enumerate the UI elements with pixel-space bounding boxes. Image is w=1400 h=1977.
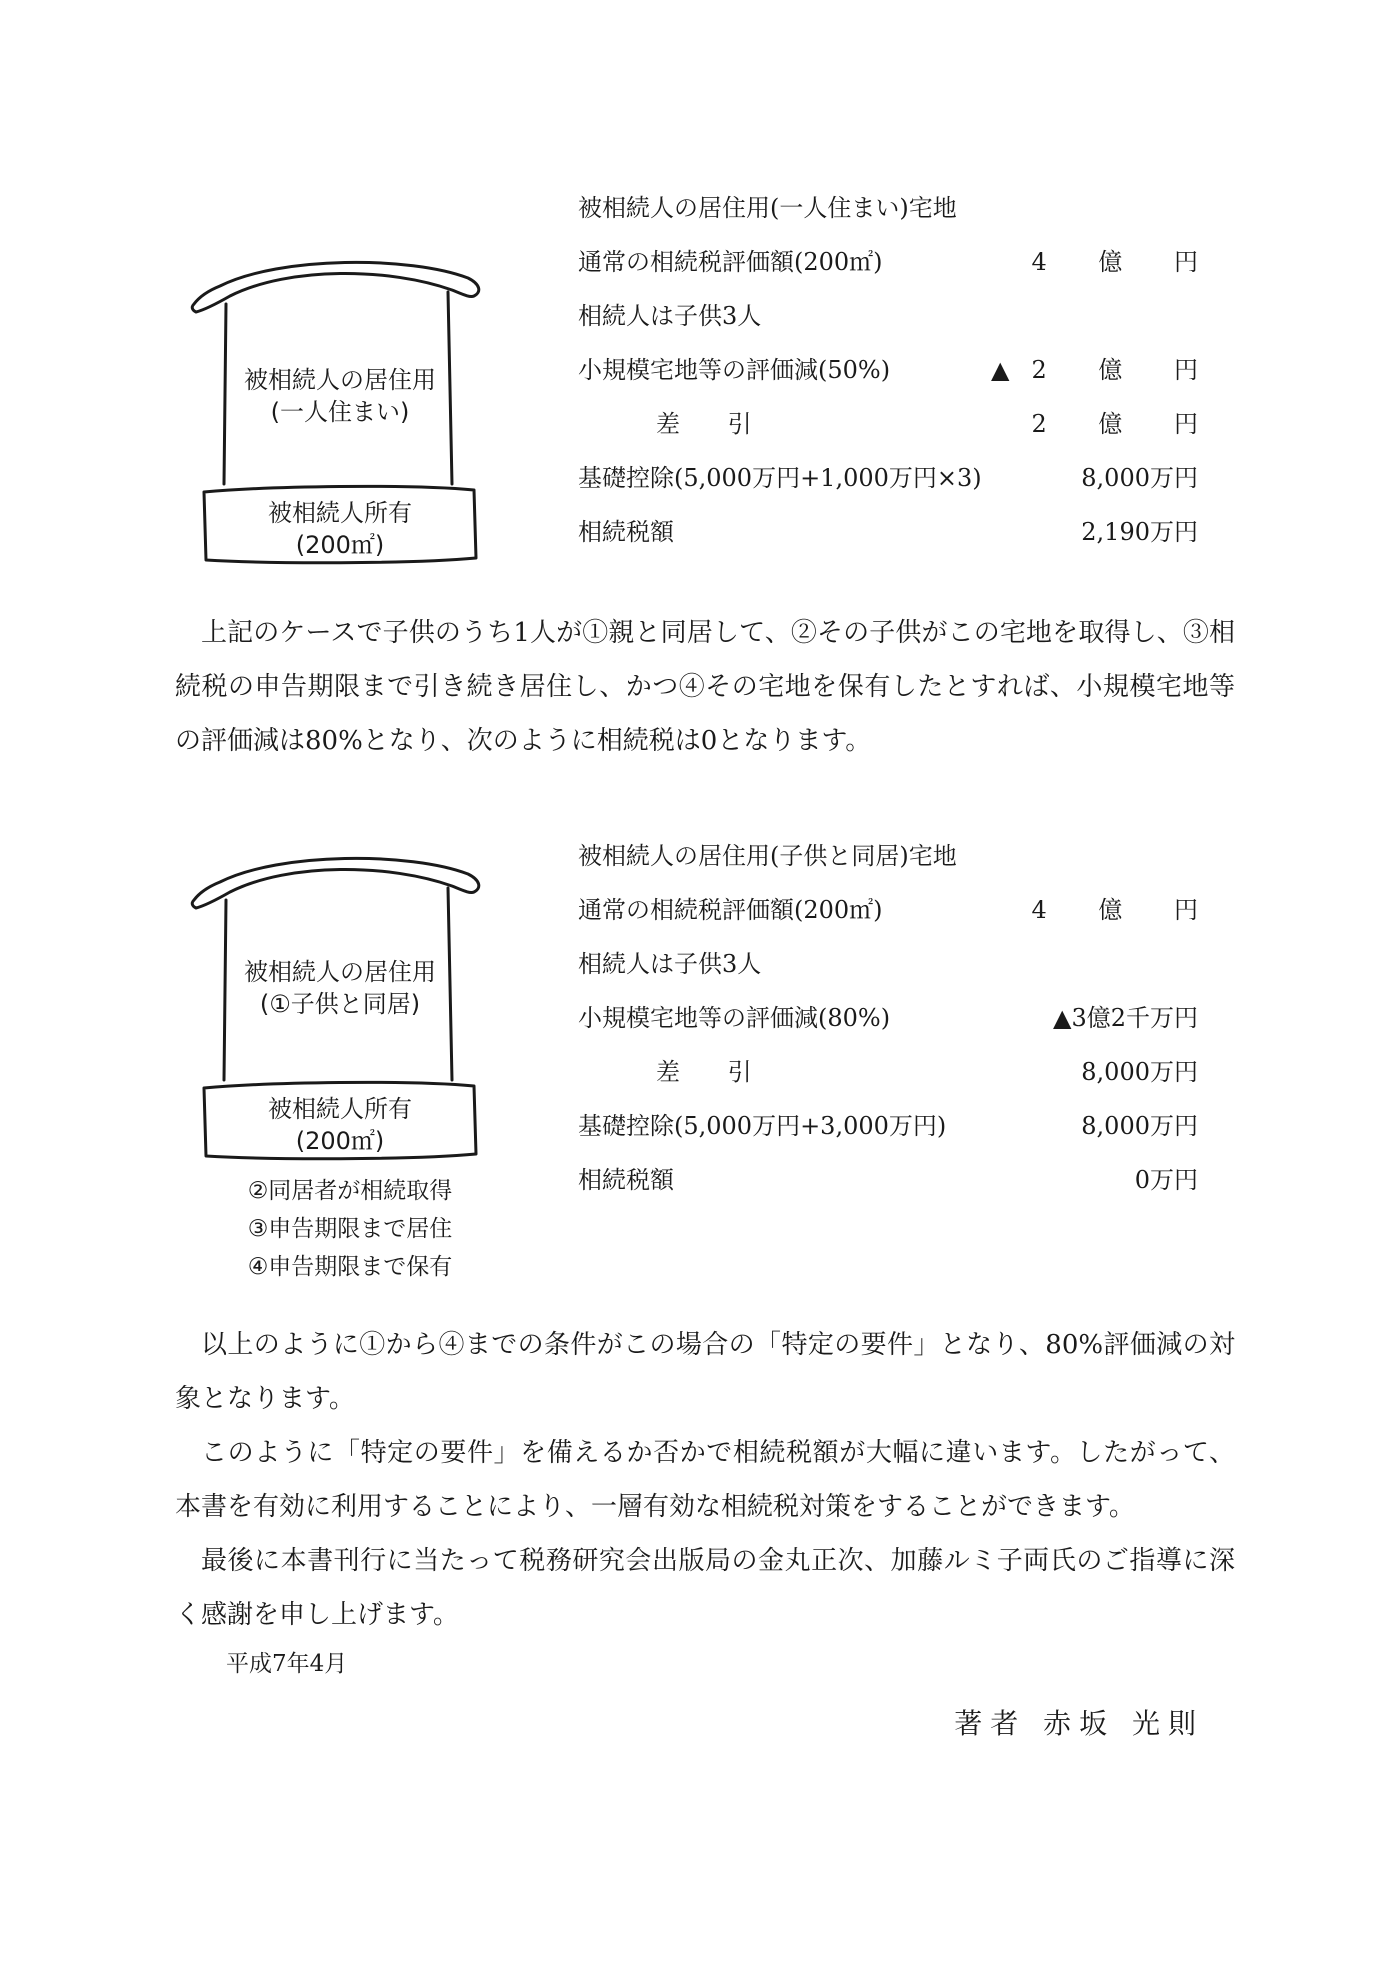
table-row xyxy=(578,242,1220,276)
body-paragraph-2: 以上のように①から④までの条件がこの場合の「特定の要件」となり、80%評価減の対象となります。 xyxy=(175,1330,1235,1414)
row-label: 小規模宅地等の評価減(80%) xyxy=(578,1004,891,1032)
table-title-text: 被相続人の居住用(子供と同居)宅地 xyxy=(578,842,957,870)
table-title-text: 被相続人の居住用(一人住まい)宅地 xyxy=(578,194,957,222)
row-label: 小規模宅地等の評価減(50%) xyxy=(578,356,891,384)
house-diagram-1 xyxy=(190,252,490,559)
author-signature: 著者 赤坂 光則 xyxy=(954,1707,1204,1740)
row-label: 通常の相続税評価額(200㎡) xyxy=(578,896,883,924)
condition-item: ②同居者が相続取得 xyxy=(247,1178,453,1204)
house-label-1 xyxy=(230,364,450,428)
row-value: 2 億 円 xyxy=(1031,410,1220,438)
row-label: 基礎控除(5,000万円+1,000万円×3) xyxy=(578,464,982,492)
table-row xyxy=(578,512,1198,546)
body-paragraph-4: 最後に本書刊行に当たって税務研究会出版局の金丸正次、加藤ルミ子両氏のご指導に深く感謝を申し上げます。 xyxy=(175,1546,1235,1630)
house-label-line2: (①子供と同居) xyxy=(259,990,421,1018)
table-row xyxy=(578,944,1198,978)
row-label: 相続人は子供3人 xyxy=(578,302,762,330)
table-title xyxy=(578,188,1198,222)
body-paragraph-1: 上記のケースで子供のうち1人が①親と同居して、②その子供がこの宅地を取得し、③相続税の申告期限まで引き続き居住し、かつ④その宅地を保有したとすれば、小規模宅地等の評価減は80%となり、次のように相続税は0となります。 xyxy=(175,618,1235,756)
row-value: 4 億 円 xyxy=(1031,248,1220,276)
table-title xyxy=(578,836,1198,870)
row-label: 基礎控除(5,000万円+3,000万円) xyxy=(578,1112,947,1140)
table-row xyxy=(578,1106,1198,1140)
row-value: 2,190万円 xyxy=(1081,518,1198,546)
base-label-line2: (200㎡) xyxy=(295,1127,385,1155)
row-value: 4 億 円 xyxy=(1031,896,1220,924)
table-row xyxy=(578,1160,1198,1194)
conditions-list xyxy=(230,1172,470,1286)
body-paragraph-3: このように「特定の要件」を備えるか否かで相続税額が大幅に違います。したがって、本書を有効に利用することにより、一層有効な相続税対策をすることができます。 xyxy=(175,1438,1235,1522)
base-label-line2: (200㎡) xyxy=(295,531,385,559)
row-value: 8,000万円 xyxy=(1081,464,1198,492)
row-value: 8,000万円 xyxy=(1081,1112,1198,1140)
house-label-line1: 被相続人の居住用 xyxy=(244,958,436,986)
house-label-line1: 被相続人の居住用 xyxy=(244,366,436,394)
row-label: 相続税額 xyxy=(578,1166,674,1194)
house-label-line2: (一人住まい) xyxy=(270,398,410,426)
table-row xyxy=(578,998,1198,1032)
row-label: 相続税額 xyxy=(578,518,674,546)
date: 平成7年4月 xyxy=(226,1651,348,1677)
base-label-1 xyxy=(230,497,450,561)
condition-item: ④申告期限まで保有 xyxy=(247,1254,453,1280)
row-value: 0万円 xyxy=(1134,1166,1198,1194)
house-diagram-2 xyxy=(190,848,490,1155)
row-label: 相続人は子供3人 xyxy=(578,950,762,978)
row-label: 差 引 xyxy=(656,410,772,438)
base-label-line1: 被相続人所有 xyxy=(268,1095,412,1123)
table-row xyxy=(578,1052,1198,1086)
table-row xyxy=(578,890,1220,924)
row-value: ▲2 億 円 xyxy=(991,356,1220,384)
row-value: 8,000万円 xyxy=(1081,1058,1198,1086)
table-row xyxy=(578,404,1220,438)
house-label-2 xyxy=(230,956,450,1020)
row-value: ▲3億2千万円 xyxy=(1053,1004,1198,1032)
base-label-line1: 被相続人所有 xyxy=(268,499,412,527)
table-row xyxy=(578,350,1220,384)
table-row xyxy=(578,296,1198,330)
condition-item: ③申告期限まで居住 xyxy=(247,1216,453,1242)
row-label: 差 引 xyxy=(656,1058,772,1086)
base-label-2 xyxy=(230,1093,450,1157)
row-label: 通常の相続税評価額(200㎡) xyxy=(578,248,883,276)
table-row xyxy=(578,458,1198,492)
